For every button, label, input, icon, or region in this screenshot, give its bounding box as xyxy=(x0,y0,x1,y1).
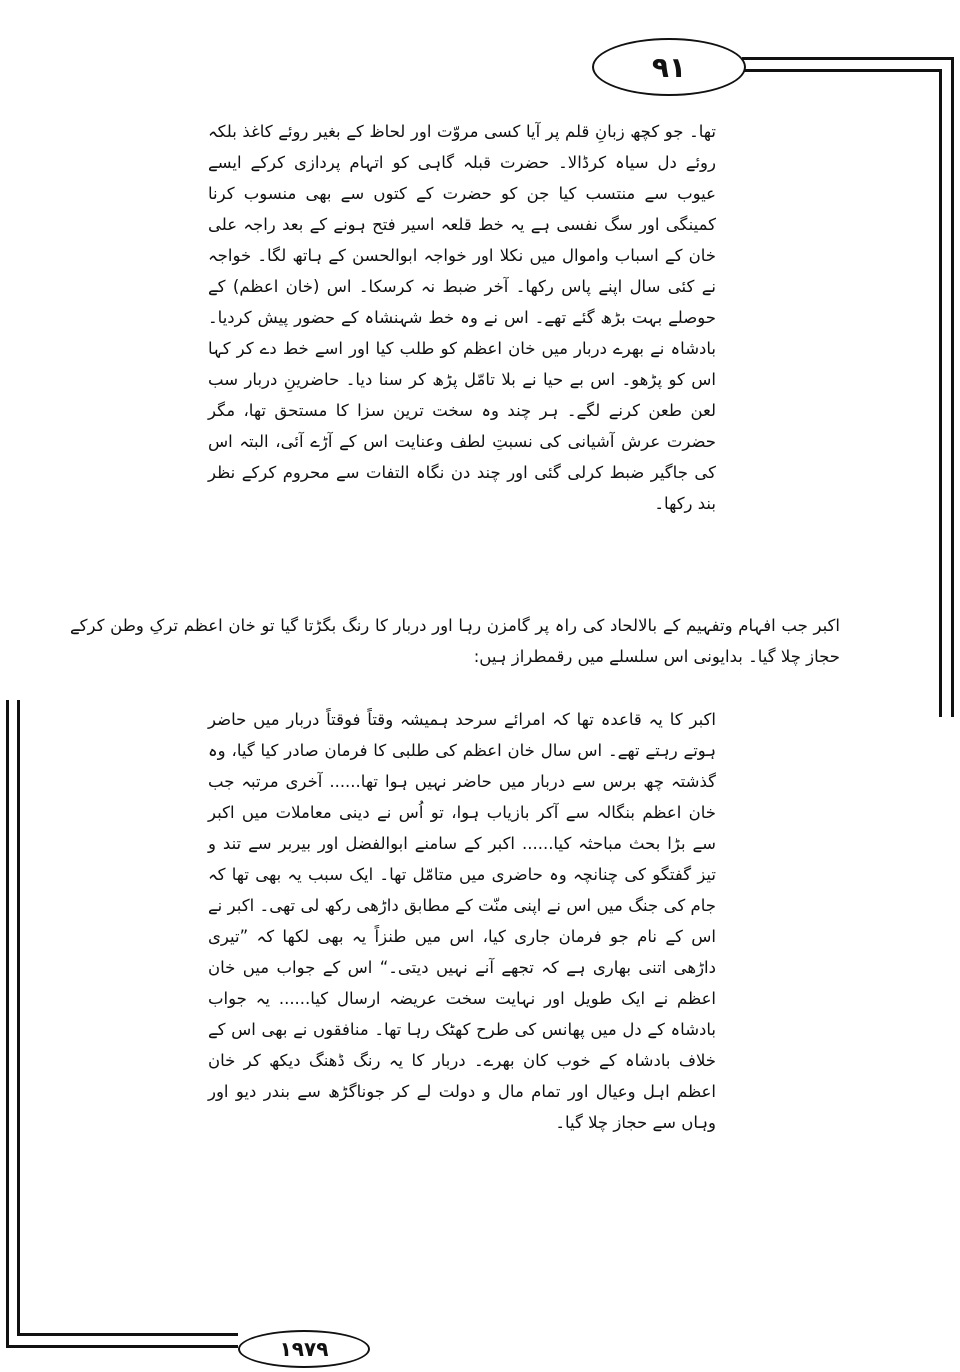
page-number-badge: ۹۱ xyxy=(592,38,746,96)
quote-paragraph-1: تھا۔ جو کچھ زبانِ قلم پر آیا کسی مروّت اور لحاظ کے بغیر روئے کاغذ بلکہ روئے دل سیاہ کرڈالا۔ حضرت قبلہ گاہی کو اتہام پردازی کرکے ایسے عیوب سے منتسب کیا جن کو حضرت کے کتوں سے بھی منسوب کرنا کمینگی اور سگ نفسی ہے یہ خط قلعہ اسیر فتح ہونے کے بعد راجہ علی خان کے اسباب واموال میں نکلا اور خواجہ ابوالحسن کے ہاتھ لگا۔ خواجہ نے کئی سال اپنے پاس رکھا۔ آخر ضبط نہ کرسکا۔ اس (خان اعظم) کے حوصلے بہت بڑھ گئے تھے۔ اس نے وہ خط شہنشاہ کے حضور پیش کردیا۔ بادشاہ نے بھرے دربار میں خان اعظم کو طلب کیا اور اسے خط دے کر کہا اس کو پڑھو۔ اس بے حیا نے بلا تامّل پڑھ کر سنا دیا۔ حاضرینِ دربار سب لعن طعن کرنے لگے۔ ہر چند وہ سخت ترین سزا کا مستحق تھا، مگر حضرت عرش آشیانی کی نسبتِ لطف وعنایت اس کے آڑے آئی، البتہ اس کی جاگیر ضبط کرلی گئی اور چند دن نگاہ التفات سے محروم کرکے نظر بند رکھا۔ xyxy=(208,122,716,513)
quote-paragraph-2: اکبر کا یہ قاعدہ تھا کہ امرائے سرحد ہمیشہ وقتاً فوقتاً دربار میں حاضر ہوتے رہتے تھے۔ اس سال خان اعظم کی طلبی کا فرمان صادر کیا گیا، وہ گذشتہ چھ برس سے دربار میں حاضر نہیں ہوا تھا...... آخری مرتبہ جب خان اعظم بنگالہ سے آکر بازیاب ہوا، تو اُس نے دینی معاملات میں اکبر سے بڑا بحث مباحثہ کیا...... اکبر کے سامنے ابوالفضل اور بیربر سے تند و تیز گفتگو کی چنانچہ وہ حاضری میں متامّل تھا۔ ایک سبب یہ بھی تھا کہ جام کی جنگ میں اس نے اپنی منّت کے مطابق داڑھی رکھ لی تھی۔ اکبر نے اس کے نام جو فرمان جاری کیا، اس میں طنزاً یہ بھی لکھا کہ ”تیری داڑھی اتنی بھاری ہے کہ تجھے آنے نہیں دیتی۔“ اس کے جواب میں خان اعظم نے ایک طویل اور نہایت سخت عریضہ ارسال کیا...... یہ جواب بادشاہ کے دل میں پھانس کی طرح کھٹک رہا تھا۔ منافقوں نے بھی اس کے خلاف بادشاہ کے خوب کان بھرے۔ دربار کا یہ رنگ ڈھنگ دیکھ کر خان اعظم اہل وعیال اور تمام مال و دولت لے کر جوناگڑھ سے بندر دیو اور وہاں سے حجاز چلا گیا۔ xyxy=(208,710,716,1132)
narrative-paragraph: اکبر جب افہام وتفہیم کے بالالحاد کی راہ پر گامزن رہا اور دربار کا رنگ بگڑتا گیا تو خان اعظم ترکِ وطن کرکے حجاز چلا گیا۔ بدایونی اس سلسلے میں رقمطراز ہیں: xyxy=(70,616,840,666)
frame-right-line-inner xyxy=(939,69,942,717)
frame-top-line-inner xyxy=(742,69,942,72)
frame-bottom-line-inner xyxy=(17,1333,238,1336)
frame-left-line-inner xyxy=(17,700,20,1336)
frame-left-line-outer xyxy=(6,700,9,1348)
frame-bottom-line-outer xyxy=(6,1345,238,1348)
frame-right-line-outer xyxy=(951,57,954,717)
footer-number-badge: ۱۹۷۹ xyxy=(238,1330,370,1368)
frame-top-line-outer xyxy=(742,57,954,60)
